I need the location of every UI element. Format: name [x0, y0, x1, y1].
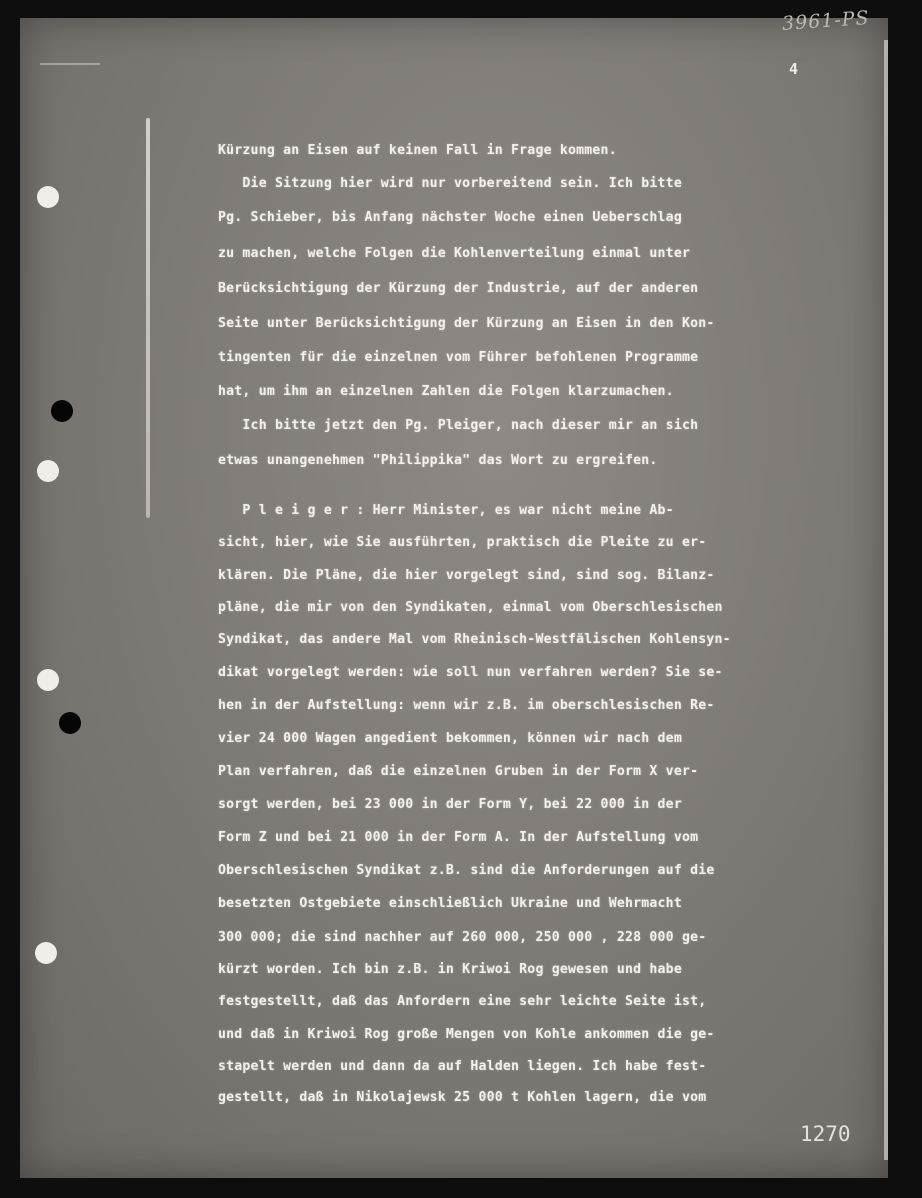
text-line: pläne, die mir von den Syndikaten, einmal vom Oberschlesischen	[218, 600, 723, 615]
text-line: Plan verfahren, daß die einzelnen Gruben in der Form X ver-	[218, 764, 699, 779]
text-line: stapelt werden und dann da auf Halden liegen. Ich habe fest-	[218, 1059, 707, 1074]
text-line: gestellt, daß in Nikolajewsk 25 000 t Kohlen lagern, die vom	[218, 1090, 707, 1105]
punch-hole	[51, 400, 73, 422]
punch-hole	[37, 669, 59, 691]
paper-edge	[884, 40, 888, 1160]
text-line: festgestellt, daß das Anfordern eine sehr leichte Seite ist,	[218, 994, 707, 1009]
text-line: tingenten für die einzelnen vom Führer befohlenen Programme	[218, 350, 699, 365]
text-line: Seite unter Berücksichtigung der Kürzung an Eisen in den Kon-	[218, 316, 715, 331]
text-line: dikat vorgelegt werden: wie soll nun verfahren werden? Sie se-	[218, 665, 723, 680]
fold-crease	[146, 118, 150, 518]
page-number: 4	[789, 60, 799, 78]
text-line: vier 24 000 Wagen angedient bekommen, können wir nach dem	[218, 731, 682, 746]
punch-hole	[37, 186, 59, 208]
text-line: 300 000; die sind nachher auf 260 000, 250 000 , 228 000 ge-	[218, 930, 707, 945]
text-line: sicht, hier, wie Sie ausführten, praktisch die Pleite zu er-	[218, 535, 707, 550]
text-line: zu machen, welche Folgen die Kohlenverteilung einmal unter	[218, 246, 691, 261]
text-line: Ich bitte jetzt den Pg. Pleiger, nach dieser mir an sich	[218, 418, 699, 433]
punch-hole	[59, 712, 81, 734]
text-line: hat, um ihm an einzelnen Zahlen die Folgen klarzumachen.	[218, 384, 674, 399]
text-line: Oberschlesischen Syndikat z.B. sind die Anforderungen auf die	[218, 863, 715, 878]
text-line: Syndikat, das andere Mal vom Rheinisch-Westfälischen Kohlensyn-	[218, 632, 731, 647]
text-line: P l e i g e r : Herr Minister, es war nicht meine Ab-	[218, 503, 674, 518]
pencil-mark	[40, 63, 100, 65]
text-line: und daß in Kriwoi Rog große Mengen von Kohle ankommen die ge-	[218, 1027, 715, 1042]
punch-hole	[37, 460, 59, 482]
text-line: Pg. Schieber, bis Anfang nächster Woche einen Ueberschlag	[218, 210, 682, 225]
text-line: Kürzung an Eisen auf keinen Fall in Frage kommen.	[218, 143, 617, 158]
text-line: Berücksichtigung der Kürzung der Industrie, auf der anderen	[218, 281, 699, 296]
footer-number: 1270	[800, 1122, 851, 1146]
handwritten-annotation: 3961-PS	[781, 6, 871, 36]
text-line: klären. Die Pläne, die hier vorgelegt sind, sind sog. Bilanz-	[218, 568, 715, 583]
text-line: etwas unangenehmen "Philippika" das Wort zu ergreifen.	[218, 453, 658, 468]
text-line: kürzt worden. Ich bin z.B. in Kriwoi Rog gewesen und habe	[218, 962, 682, 977]
text-line: hen in der Aufstellung: wenn wir z.B. im oberschlesischen Re-	[218, 698, 715, 713]
text-line: sorgt werden, bei 23 000 in der Form Y, bei 22 000 in der	[218, 797, 682, 812]
text-line: Die Sitzung hier wird nur vorbereitend sein. Ich bitte	[218, 176, 682, 191]
text-line: Form Z und bei 21 000 in der Form A. In der Aufstellung vom	[218, 830, 699, 845]
text-line: besetzten Ostgebiete einschließlich Ukraine und Wehrmacht	[218, 896, 682, 911]
punch-hole	[35, 942, 57, 964]
